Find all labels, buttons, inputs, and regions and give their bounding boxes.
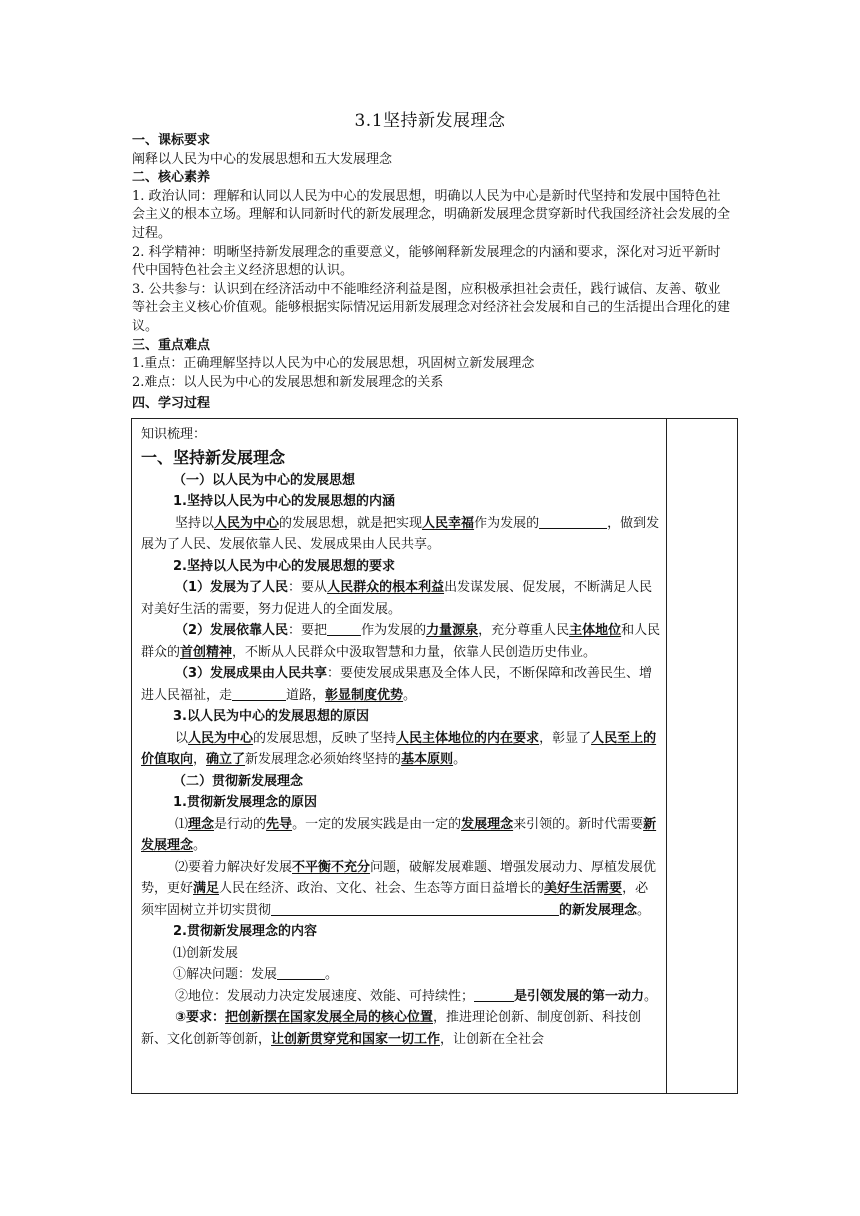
paragraph: ⑵要着力解决好发展不平衡不充分问题，破解发展难题、增强发展动力、厚植发展优势，更好满足人民在经济、政治、文化、社会、生态等方面日益增长的美好生活需要，必须牢固树立并切实贯彻 的新发展理念。 — [141, 859, 657, 918]
section-heading: 二、核心素养 — [132, 170, 211, 186]
fill-blank — [271, 901, 471, 916]
subheading: （二）贯彻新发展理念 — [173, 773, 304, 789]
list-item: ②地位：发展动力决定发展速度、效能、可持续性； 是引领发展的第一动力。 — [175, 988, 658, 1004]
fill-blank — [471, 901, 559, 916]
subheading: 3.以人民为中心的发展思想的原因 — [173, 709, 369, 724]
subheading: 1.坚持以人民为中心的发展思想的内涵 — [173, 494, 395, 509]
paragraph: （3）发展成果由人民共享：要使发展成果惠及全体人民，不断保障和改善民生、增进人民福祉，走 道路，彰显制度优势。 — [141, 666, 653, 703]
paragraph: （1）发展为了人民：要从人民群众的根本利益出发谋发展、促发展，不断满足人民对美好生活的需要，努力促进人的全面发展。 — [141, 580, 653, 617]
subheading: 2.坚持以人民为中心的发展思想的要求 — [173, 558, 395, 574]
list-item: 2.难点：以人民为中心的发展思想和新发展理念的关系 — [132, 374, 444, 390]
list-item: 2. 科学精神：明晰坚持新发展理念的重要意义，能够阐释新发展理念的内涵和要求，深化对习近平新时代中国特色社会主义经济思想的认识。 — [132, 244, 721, 279]
list-item: 1. 政治认同：理解和认同以人民为中心的发展思想，明确以人民为中心是新时代坚持和发展中国特色社会主义的根本立场。理解和认同新时代的新发展理念，明确新发展理念贯穿新时代我国经济社会发展的全过程。 — [132, 188, 731, 241]
fill-blank — [277, 965, 325, 980]
chapter-heading: 一、坚持新发展理念 — [141, 447, 286, 467]
subheading: （一）以人民为中心的发展思想 — [173, 472, 356, 488]
fill-blank — [327, 621, 361, 636]
study-table — [131, 418, 738, 1094]
knowledge-cell — [141, 424, 661, 1050]
table-divider — [666, 419, 667, 1093]
paragraph: 坚持以人民为中心的发展思想，就是把实现人民幸福作为发展的 ，做到发展为了人民、发展依靠人民、发展成果由人民共享。 — [141, 515, 660, 552]
list-item: ③要求：把创新摆在国家发展全局的核心位置，推进理论创新、制度创新、科技创新、文化创新等创新，让创新贯穿党和国家一切工作，让创新在全社会 — [141, 1010, 642, 1047]
section-heading: 四、学习过程 — [132, 396, 211, 412]
intro-sections — [132, 132, 732, 414]
list-item: ①解决问题：发展 。 — [173, 967, 339, 982]
paragraph: 阐释以人民为中心的发展思想和五大发展理念 — [132, 151, 393, 167]
paragraph: 以人民为中心的发展思想，反映了坚持人民主体地位的内在要求，彰显了人民至上的价值取向，确立了新发展理念必须始终坚持的基本原则。 — [141, 730, 657, 767]
paragraph: （2）发展依靠人民：要把 作为发展的力量源泉，充分尊重人民主体地位和人民群众的首创精神，不断从人民群众中汲取智慧和力量，依靠人民创造历史伟业。 — [141, 623, 661, 660]
fill-blank — [539, 514, 607, 529]
section-heading: 一、课标要求 — [132, 133, 211, 148]
list-item: ⑴创新发展 — [173, 945, 239, 961]
page-title: 3.1坚持新发展理念 — [354, 111, 506, 131]
list-item: 3. 公共参与：认识到在经济活动中不能唯经济利益是图，应积极承担社会责任，践行诚信、友善、敬业等社会主义核心价值观。能够根据实际情况运用新发展理念对经济社会发展和自己的生活提出合理化的建议。 — [132, 281, 731, 334]
subheading: 1.贯彻新发展理念的原因 — [173, 795, 317, 810]
paragraph: ⑴理念是行动的先导。一定的发展实践是由一定的发展理念来引领的。新时代需要新发展理念。 — [141, 816, 657, 853]
section-heading: 三、重点难点 — [132, 337, 211, 353]
subheading: 2.贯彻新发展理念的内容 — [173, 924, 317, 939]
fill-blank — [232, 686, 286, 701]
fill-blank — [474, 987, 514, 1002]
cell-label: 知识梳理： — [141, 427, 207, 442]
list-item: 1.重点：正确理解坚持以人民为中心的发展思想，巩固树立新发展理念 — [132, 356, 535, 372]
